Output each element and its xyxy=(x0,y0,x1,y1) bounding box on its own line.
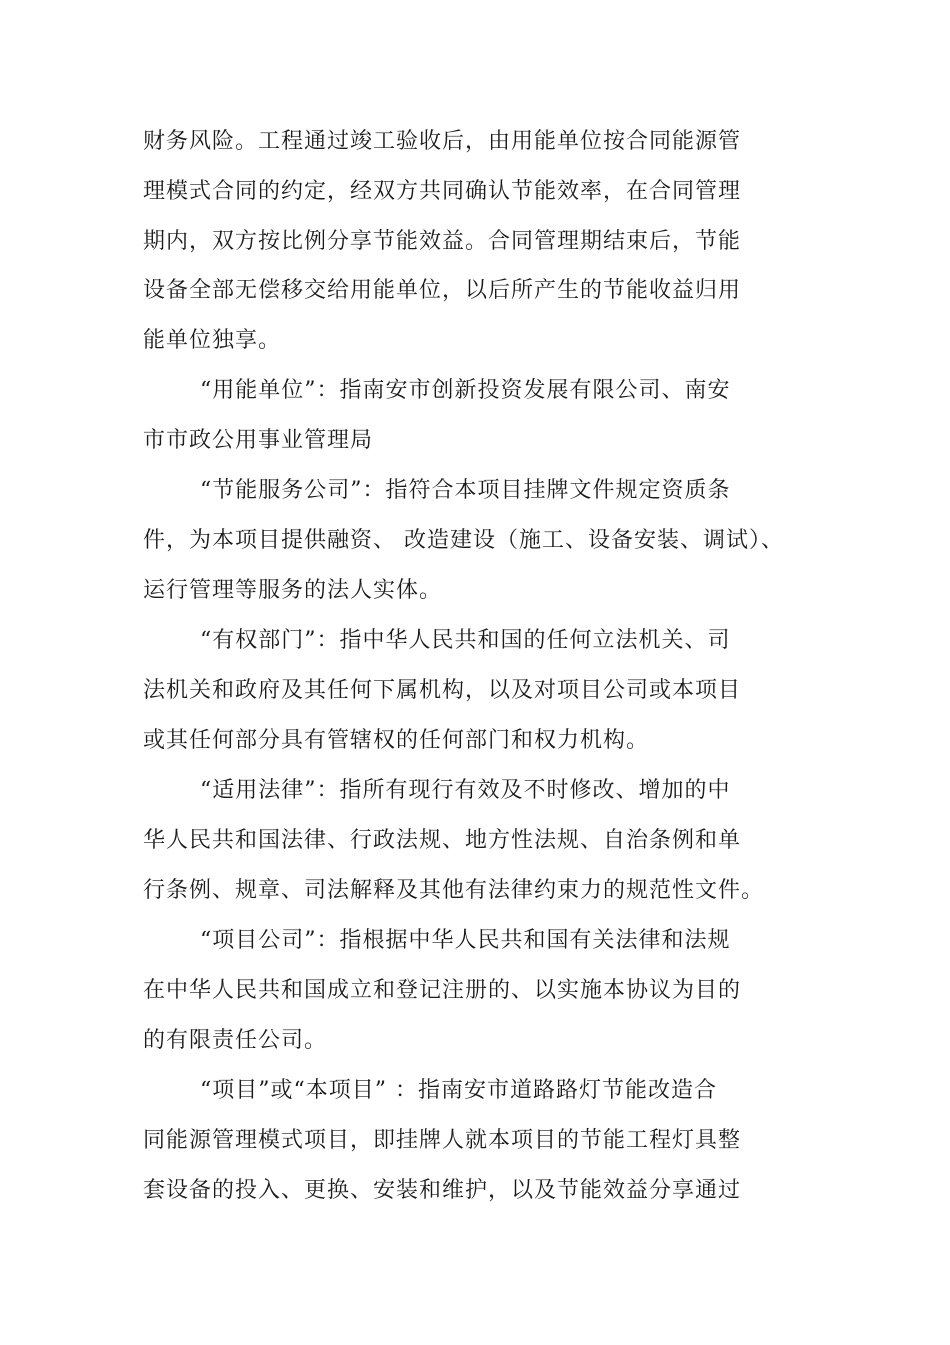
text-line: 或其任何部分具有管辖权的任何部门和权力机构。 xyxy=(143,728,650,753)
text-line: 的有限责任公司。 xyxy=(143,1028,328,1053)
text-line: 运行管理等服务的法人实体。 xyxy=(143,578,443,603)
text-line: 在中华人民共和国成立和登记注册的、以实施本协议为目的 xyxy=(143,978,742,1003)
definition-line: “适用法律”：指所有现行有效及不时修改、增加的中 xyxy=(200,778,731,803)
text-line: 理模式合同的约定，经双方共同确认节能效率，在合同管理 xyxy=(143,179,742,204)
definition-line: “用能单位”：指南安市创新投资发展有限公司、南安 xyxy=(200,378,731,403)
definition-line: “项目公司”：指根据中华人民共和国有关法律和法规 xyxy=(200,928,731,953)
definition-line: “节能服务公司”：指符合本项目挂牌文件规定资质条 xyxy=(200,478,731,503)
text-line: 期内，双方按比例分享节能效益。合同管理期结束后，节能 xyxy=(143,229,742,254)
text-line: 市市政公用事业管理局 xyxy=(143,428,374,453)
definition-line: “项目”或“本项目” ：指南安市道路路灯节能改造合 xyxy=(200,1078,717,1103)
text-line: 套设备的投入、更换、安装和维护，以及节能效益分享通过 xyxy=(143,1178,742,1203)
text-line: 行条例、规章、司法解释及其他有法律约束力的规范性文件。 xyxy=(143,878,765,903)
text-line: 法机关和政府及其任何下属机构，以及对项目公司或本项目 xyxy=(143,678,742,703)
text-line: 财务风险。工程通过竣工验收后，由用能单位按合同能源管 xyxy=(143,129,742,154)
text-line: 能单位独享。 xyxy=(143,328,282,353)
definition-line: “有权部门”：指中华人民共和国的任何立法机关、司 xyxy=(200,628,731,653)
text-line: 设备全部无偿移交给用能单位，以后所产生的节能收益归用 xyxy=(143,278,742,303)
text-line: 华人民共和国法律、行政法规、地方性法规、自治条例和单 xyxy=(143,828,742,853)
text-line: 件，为本项目提供融资、 改造建设（施工、设备安装、调试）、 xyxy=(143,528,784,553)
text-line: 同能源管理模式项目，即挂牌人就本项目的节能工程灯具整 xyxy=(143,1128,742,1153)
